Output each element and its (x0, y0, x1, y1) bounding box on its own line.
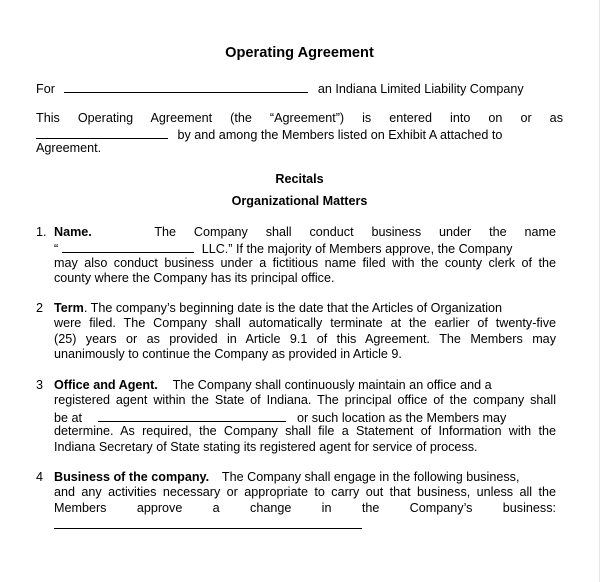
item-text: were filed. The Company shall automatically terminate at the earlier of twenty-five (54, 316, 556, 331)
principal-office-blank[interactable] (98, 409, 286, 422)
item-text: The Company shall conduct business under the name (154, 225, 556, 239)
item-business (54, 470, 556, 532)
item-text: and any activities necessary or appropriate to carry out that business, unless all the (54, 485, 556, 500)
item-title: Term (54, 301, 84, 315)
item-number: 1. (36, 225, 47, 239)
business-description-blank[interactable] (54, 516, 362, 529)
item-text: be at (54, 410, 83, 425)
item-text: registered agent within the State of Indiana. The principal office of the company shall (54, 393, 556, 408)
item-text: unanimously to continue the Company as provided in Article 9. (54, 347, 402, 362)
item-text: county where the Company has its principal office. (54, 271, 335, 286)
item-name (54, 225, 556, 287)
item-text: may also conduct business under a fictitious name filed with the county clerk of the (54, 255, 556, 270)
item-text: (25) years or as provided in Article 9.1 of this Agreement. The Members may (54, 331, 556, 346)
intro-line-1: This Operating Agreement (the “Agreement”) is entered into on or as (36, 111, 563, 125)
for-prefix: For (36, 82, 55, 96)
organizational-matters-heading: Organizational Matters (231, 194, 368, 208)
for-line (36, 80, 563, 97)
item-text: The Company shall continuously maintain an office and a (172, 378, 492, 392)
item-title: Office and Agent. (54, 378, 158, 392)
item-number: 3 (36, 378, 44, 392)
item-text: Indiana Secretary of State stating its registered agent for service of process. (54, 439, 478, 454)
intro-line-2-text: by and among the Members listed on Exhibit A attached to (177, 128, 503, 142)
llc-name-blank[interactable] (62, 240, 194, 253)
item-title: Name. (54, 225, 92, 239)
item-number: 4 (36, 470, 44, 484)
for-suffix: an Indiana Limited Liability Company (317, 82, 524, 96)
item-text: LLC.” If the majority of Members approve, the Company (201, 242, 513, 257)
item-text: or such location as the Members may (297, 410, 507, 425)
item-office-and-agent (54, 378, 556, 455)
item-text: determine. As required, the Company shall file a Statement of Information with the (54, 424, 556, 439)
document-title: Operating Agreement (225, 45, 374, 61)
open-quote: “ (54, 242, 59, 257)
item-text: Members approve a change in the Company’s business: (54, 500, 556, 515)
intro-line-3: Agreement. (36, 141, 102, 155)
item-text: The Company shall engage in the following business, (221, 470, 520, 484)
effective-date-blank[interactable] (36, 126, 168, 139)
item-number: 2 (36, 301, 44, 315)
item-text: . The company’s beginning date is the date that the Articles of Organization (83, 301, 503, 315)
company-name-blank[interactable] (64, 80, 308, 93)
item-title: Business of the company. (54, 470, 210, 484)
item-term (54, 301, 556, 363)
recitals-heading: Recitals (275, 172, 324, 186)
